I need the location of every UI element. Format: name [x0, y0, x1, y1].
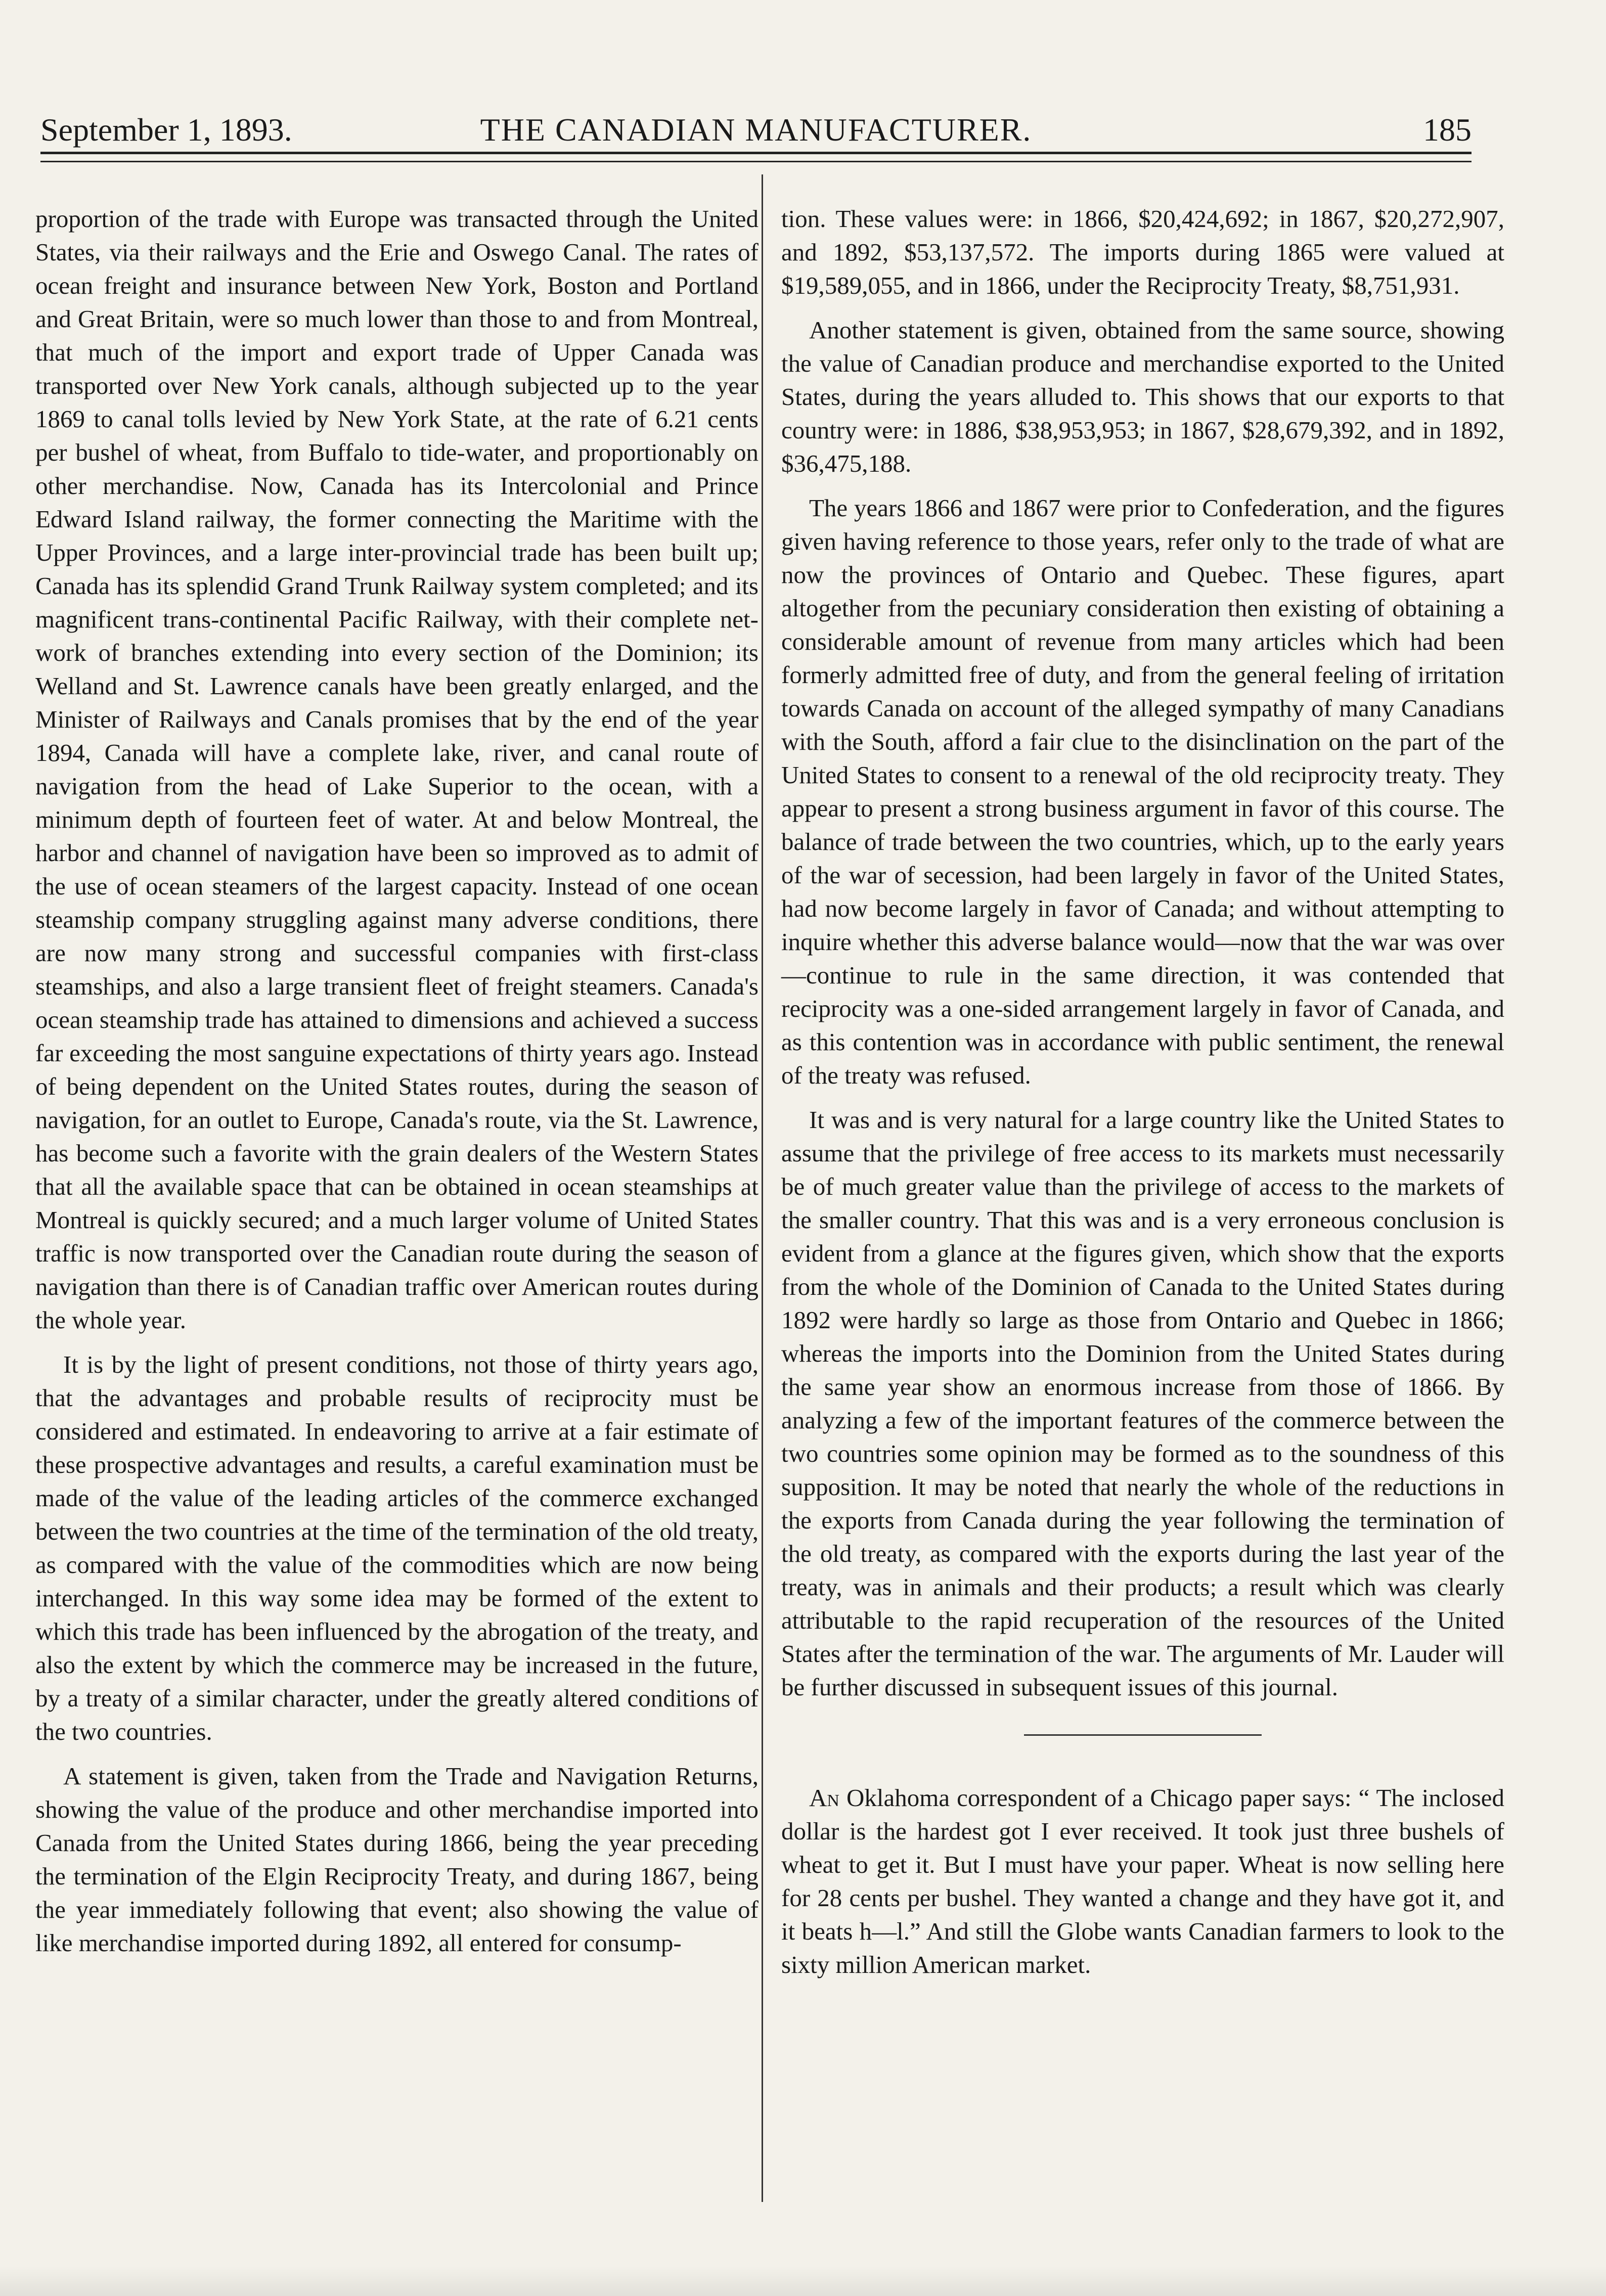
publication-title: THE CANADIAN MANUFACTURER.	[480, 112, 1032, 148]
right-column	[781, 202, 1504, 1993]
header-rule-thin	[40, 161, 1471, 162]
article-paragraph: It is by the light of present conditions, not those of thirty years ago, that the advantages and probable results of reciprocity must be considered and estimated. In endeavoring to arrive at a fair estimate of these prospective advantages and results, a careful examination must be made of the value of the leading articles of the commerce exchanged between the two countries at the time of the termination of the old treaty, as compared with the value of the commodities which are now being interchanged. In this way some idea may be formed of the extent to which this trade has been influenced by the abrogation of the treaty, and also the extent by which the commerce may be increased in the future, by a treaty of a similar character, under the greatly altered conditions of the two countries.	[35, 1350, 759, 1745]
page-header	[40, 96, 1471, 152]
header-rule-thick	[40, 152, 1471, 154]
left-column	[35, 202, 759, 1971]
news-note-text: Oklahoma correspondent of a Chicago paper says: “ The inclosed dollar is the hardest got I ever received. It took just three bushels of wheat to get it. But I must have your paper. Wheat is now selling here for 28 cents per bushel. They wanted a change and they have got it, and it beats h—l.” And still the Globe wants Canadian farmers to look to the sixty million American market.	[781, 1784, 1505, 1978]
article-paragraph: The years 1866 and 1867 were prior to Confederation, and the figures given having reference to those years, refer only to the trade of what are now the provinces of Ontario and Quebec. These figures, apart altogether from the pecuniary consideration then existing of obtaining a considerable amount of revenue from many articles which had been formerly admitted free of duty, and from the general feeling of irritation towards Canada on account of the alleged sympathy of many Canadians with the South, afford a fair clue to the disinclination on the part of the United States to consent to a renewal of the old reciprocity treaty. They appear to present a strong business argument in favor of this course. The balance of trade between the two countries, which, up to the early years of the war of secession, had been largely in favor of the United States, had now become largely in favor of Canada; and without attempting to inquire whether this adverse balance would—now that the war was over—continue to rule in the same direction, it was contended that reciprocity was a one-sided arrangement largely in favor of Canada, and as this contention was in accordance with public sentiment, the renewal of the treaty was refused.	[781, 494, 1504, 1089]
scan-edge-shading	[0, 2266, 1606, 2296]
article-paragraph: It was and is very natural for a large country like the United States to assume that the privilege of free access to its markets must necessarily be of much greater value than the privilege of access to the markets of the smaller country. That this was and is a very erroneous conclusion is evident from a glance at the figures given, which show that the exports from the whole of the Dominion of Canada to the United States during 1892 were hardly so large as those from Ontario and Quebec in 1866; whereas the imports into the Dominion from the United States during the same year show an enormous increase from those of 1866. By analyzing a few of the important features of the commerce between the two countries some opinion may be formed as to the soundness of this supposition. It may be noted that nearly the whole of the reductions in the exports from Canada during the year following the termination of the old treaty, as compared with the exports during the last year of the treaty, was in animals and their products; a result which was clearly attributable to the rapid recuperation of the resources of the United States after the termination of the war. The arguments of Mr. Lauder will be further discussed in subsequent issues of this journal.	[781, 1106, 1504, 1701]
article-paragraph: proportion of the trade with Europe was transacted through the United States, via their railways and the Erie and Oswego Canal. The rates of ocean freight and insurance between New York, Boston and Portland and Great Britain, were so much lower than those to and from Montreal, that much of the import and export trade of Upper Canada was transported over New York canals, although subjected up to the year 1869 to canal tolls levied by New York State, at the rate of 6.21 cents per bushel of wheat, from Buffalo to tide-water, and proportionably on other merchandise. Now, Canada has its Intercolonial and Prince Edward Island railway, the former connecting the Maritime with the Upper Provinces, and a large inter-provincial trade has been built up; Canada has its splendid Grand Trunk Railway system completed; and its magnificent trans-continental Pacific Railway, with their complete net-work of branches extending into every section of the Dominion; its Welland and St. Lawrence canals have been greatly enlarged, and the Minister of Railways and Canals promises that by the end of the year 1894, Canada will have a complete lake, river, and canal route of navigation from the head of Lake Superior to the ocean, with a minimum depth of fourteen feet of water. At and below Montreal, the harbor and channel of navigation have been so improved as to admit of the use of ocean steamers of the largest capacity. Instead of one ocean steamship company struggling against many adverse conditions, there are now many strong and successful companies with first-class steamships, and also a large transient fleet of freight steamers. Canada's ocean steamship trade has attained to dimensions and achieved a success far exceeding the most sanguine expectations of thirty years ago. Instead of being dependent on the United States routes, during the season of navigation, for an outlet to Europe, Canada's route, via the St. Lawrence, has become such a favorite with the grain dealers of the Western States that all the available space that can be obtained in ocean steamships at Montreal is quickly secured; and a much larger volume of United States traffic is now transported over the Canadian route during the season of navigation than there is of Canadian traffic over American routes during the whole year.	[35, 205, 759, 1334]
issue-date: September 1, 1893.	[40, 112, 292, 148]
news-note-lead: An	[809, 1784, 839, 1812]
column-divider	[762, 174, 763, 2202]
section-separator	[1024, 1734, 1262, 1736]
article-paragraph: tion. These values were: in 1866, $20,424,692; in 1867, $20,272,907, and 1892, $53,137,572. The imports during 1865 were valued at $19,589,055, and in 1866, under the Reciprocity Treaty, $8,751,931.	[781, 205, 1504, 299]
article-paragraph: Another statement is given, obtained from the same source, showing the value of Canadian produce and merchandise exported to the United States, during the years alluded to. This shows that our exports to that country were: in 1886, $38,953,953; in 1867, $28,679,392, and in 1892, $36,475,188.	[781, 316, 1504, 477]
article-paragraph: A statement is given, taken from the Trade and Navigation Returns, showing the value of the produce and other merchandise imported into Canada from the United States during 1866, being the year preceding the termination of the Elgin Reciprocity Treaty, and during 1867, being the year immediately following that event; also showing the value of like merchandise imported during 1892, all entered for consump-	[35, 1762, 759, 1957]
page-number: 185	[1423, 112, 1471, 148]
news-note	[781, 1781, 1504, 1982]
